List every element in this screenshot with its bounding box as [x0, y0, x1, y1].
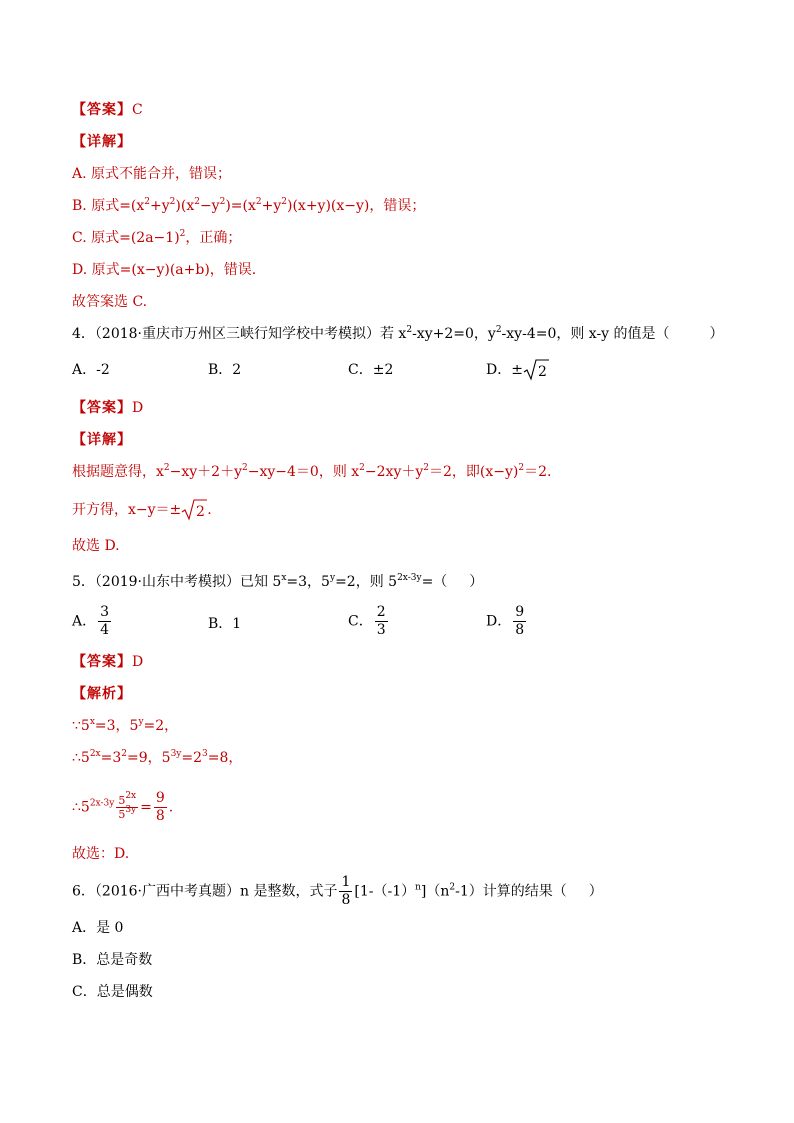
answer-value: D [132, 400, 144, 416]
q4-option-c: C．±2 [348, 362, 394, 378]
q4-option-a: A．-2 [72, 362, 110, 378]
q6-option-b: B．总是奇数 [72, 952, 153, 968]
svg-text:2: 2 [196, 504, 206, 520]
q5-step-2: $\therefore 5^{2x}=3^2=9$，$5^{3y}=2^3=8$， [72, 749, 243, 766]
answer-tag: 【答案】 [72, 400, 132, 416]
q5-step-3: $\therefore 5^{2x-3y}$ $\frac{5^{2x}}{5^{3y}}$ = $\frac{9}{8}$ . [72, 790, 174, 824]
q6-stem: 6．（2016·广西中考真题）n 是整数，式子 $\frac{1}{8}$ $[1-(-1)^n](n^2-1)$计算的结果（ ） [72, 874, 603, 908]
sqrt-symbol [523, 358, 549, 382]
prev-b-line: B. 原式$=(x^2+y^2)(x^2-y^2)=(x^2+y^2)(x+y)(x-y)$，错误； [72, 197, 426, 214]
q5-answer-line [72, 652, 143, 672]
answer-value: C [132, 102, 143, 118]
prev-c-line: C. 原式$=(2a-1)^2$，正确； [72, 229, 242, 246]
q4-stem: 4．（2018·重庆市万州区三峡行知学校中考模拟）若 $x^2-xy+2=0$，$y^2-xy-4=0$，则 x-y 的值是（ ） [72, 325, 724, 342]
q4-option-d: D．± 2 [486, 358, 549, 382]
answer-tag: 【答案】 [72, 654, 132, 670]
q5-stem: 5．（2019·山东中考模拟）已知 $5^x=3$，$5^y=2$，则 $5^{2x-3y}=$（ ） [72, 573, 484, 590]
q4-detail-2: 开方得，x−y＝± 2 . [72, 498, 212, 522]
analysis-tag: 【解析】 [72, 686, 132, 702]
detail-tag: 【详解】 [72, 432, 132, 448]
q5-conclusion: 故选：D. [72, 846, 130, 862]
q5-step-1: $\because 5^x=3$，$5^y=2$， [72, 717, 179, 734]
answer-value: D [132, 654, 144, 670]
q5-analysis-tag [72, 684, 132, 704]
detail-tag: 【详解】 [72, 134, 132, 150]
prev-d-line: D. 原式=(x−y)(a+b)，错误. [72, 262, 257, 278]
q6-option-c: C．总是偶数 [72, 984, 153, 1000]
q5-option-d: D． $\frac{9}{8}$ [486, 604, 525, 638]
q5-option-a: A． $\frac{3}{4}$ [72, 604, 110, 638]
q5-option-b: B．1 [208, 616, 242, 632]
q4-detail-tag [72, 430, 132, 450]
prev-detail-tag [72, 132, 132, 152]
prev-answer-line [72, 100, 143, 120]
q4-detail-1: 根据题意得，$x^2-xy+2+y^2-xy-4=0$，则 $x^2-2xy+y^2=2$，即$(x-y)^2=2$. [72, 463, 552, 480]
q4-option-b: B．2 [208, 362, 242, 378]
prev-a-line: A. 原式不能合并，错误； [72, 166, 232, 182]
q4-answer-line [72, 398, 143, 418]
sqrt-symbol [181, 498, 207, 522]
q6-option-a: A．是 0 [72, 920, 124, 936]
prev-conclusion: 故答案选 C. [72, 294, 148, 310]
q5-option-c: C． $\frac{2}{3}$ [348, 604, 386, 638]
answer-tag: 【答案】 [72, 102, 132, 118]
sqrt-radicand: 2 [537, 364, 547, 380]
q4-conclusion: 故选 D. [72, 538, 120, 554]
